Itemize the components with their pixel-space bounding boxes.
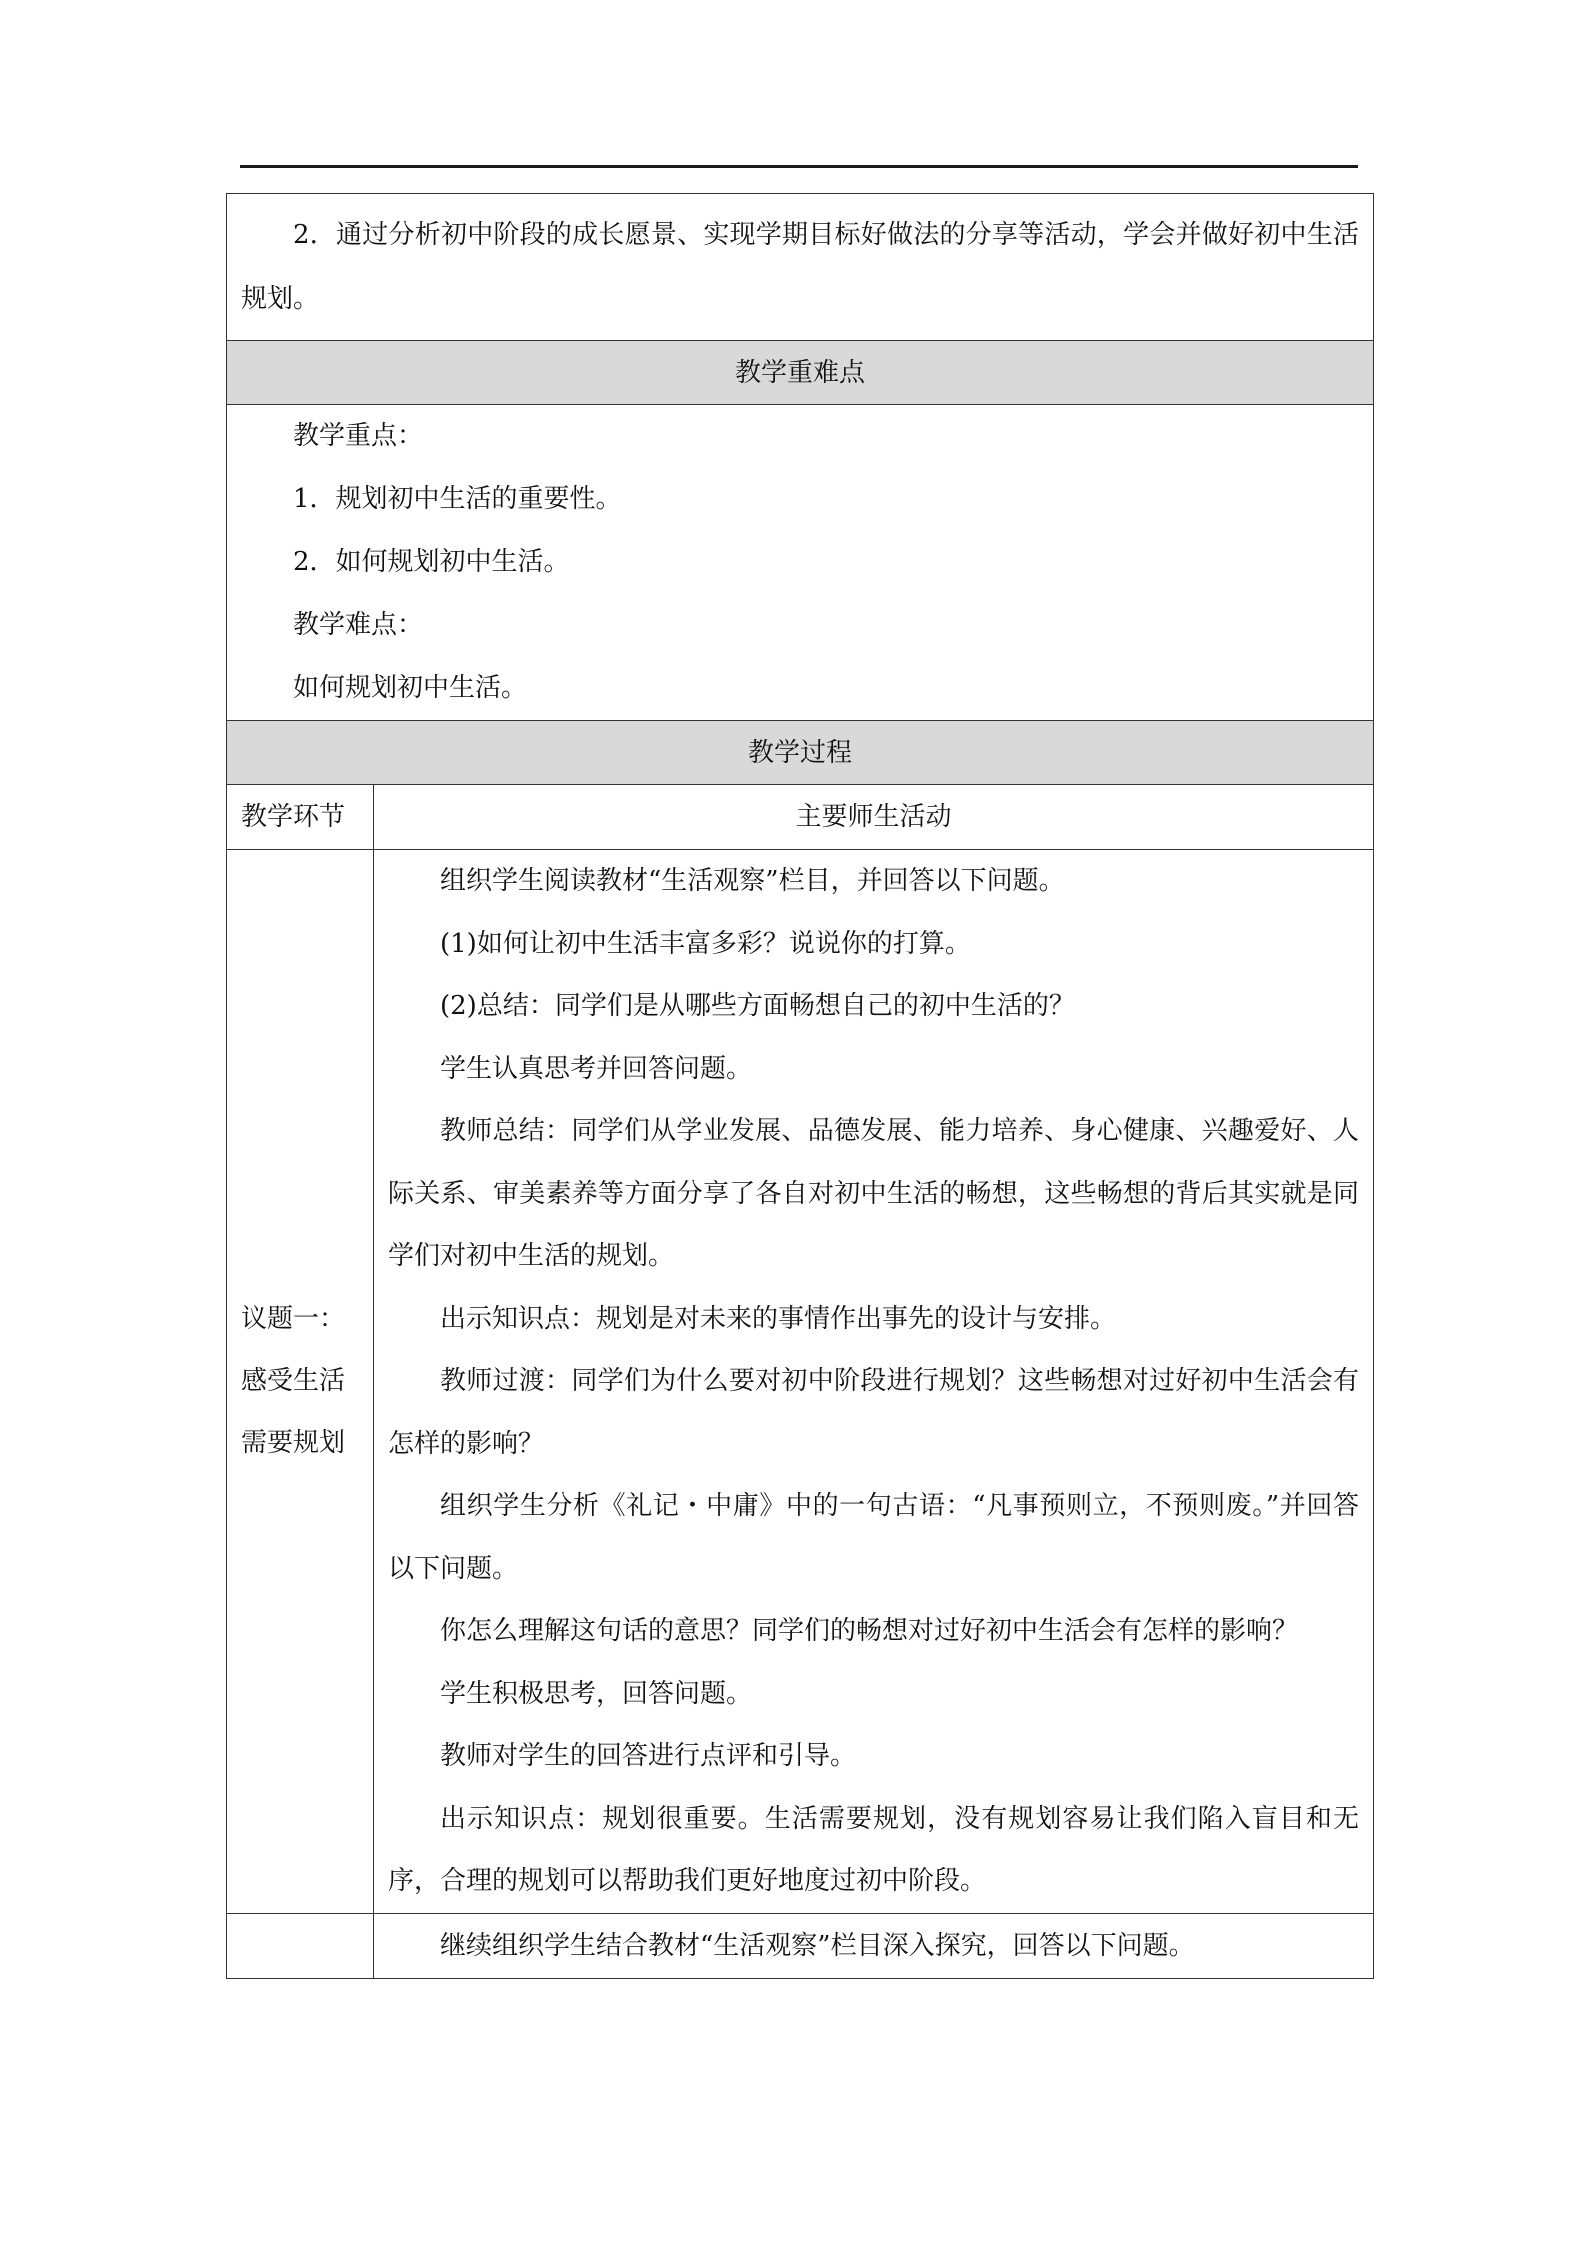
activity-paragraph: 出示知识点：规划很重要。生活需要规划，没有规划容易让我们陷入盲目和无序，合理的规划可以帮助我们更好地度过初中阶段。 [388,1803,1359,1896]
activity-column-header: 主要师生活动 [795,802,952,832]
key-point-line: 教学难点： [293,610,424,640]
key-points-title: 教学重难点 [227,341,1373,405]
activity-paragraph: 组织学生阅读教材“生活观察”栏目，并回答以下问题。 [440,866,1065,896]
key-point-line: 1．规划初中生活的重要性。 [293,484,622,514]
key-point-line: 2．如何规划初中生活。 [293,547,570,577]
activity-paragraph: (2)总结：同学们是从哪些方面畅想自己的初中生活的？ [440,991,1075,1021]
topic-1-stage-line: 需要规划 [241,1428,346,1459]
key-point-line: 如何规划初中生活。 [293,673,528,703]
activity-paragraph: 教师过渡：同学们为什么要对初中阶段进行规划？这些畅想对过好初中生活会有怎样的影响？ [388,1366,1359,1459]
activity-paragraph: 学生积极思考，回答问题。 [440,1678,753,1709]
activity-paragraph: 教师总结：同学们从学业发展、品德发展、能力培养、身心健康、兴趣爱好、人际关系、审美素养等方面分享了各自对初中生活的畅想，这些畅想的背后其实就是同学们对初中生活的规划。 [388,1116,1359,1271]
topic-2-row [227,1914,1373,1978]
activity-paragraph: 出示知识点：规划是对未来的事情作出事先的设计与安排。 [440,1303,1117,1334]
goal-item-2: 2．通过分析初中阶段的成长愿景、实现学期目标好做法的分享等活动，学会并做好初中生活规划。 [241,220,1359,314]
process-table [227,785,1373,1978]
activity-paragraph: 教师对学生的回答进行点评和引导。 [440,1741,857,1771]
goal-cell [227,194,1373,341]
activity-paragraph: (1)如何让初中生活丰富多彩？说说你的打算。 [440,928,971,959]
header-rule [240,165,1358,168]
activity-paragraph: 学生认真思考并回答问题。 [440,1053,753,1084]
key-points-cell [227,405,1373,721]
activity-paragraph: 继续组织学生结合教材“生活观察”栏目深入探究，回答以下问题。 [440,1930,1195,1961]
key-point-line: 教学重点： [293,421,424,451]
topic-1-stage-line: 议题一： [241,1304,346,1335]
topic-1-stage-line: 感受生活 [241,1366,346,1397]
topic-2-stage [227,1914,374,1978]
activity-paragraph: 组织学生分析《礼记・中庸》中的一句古语：“凡事预则立，不预则废。”并回答以下问题。 [388,1491,1359,1584]
topic-1-activities [374,850,1373,1913]
activity-paragraph: 你怎么理解这句话的意思？同学们的畅想对过好初中生活会有怎样的影响？ [440,1616,1299,1646]
process-title: 教学过程 [227,721,1373,785]
lesson-plan-table [226,193,1374,1979]
topic-1-row [227,850,1373,1914]
topic-1-stage [227,850,374,1913]
process-header-row [227,785,1373,850]
stage-column-header: 教学环节 [227,785,374,849]
topic-2-activities [374,1914,1373,1978]
